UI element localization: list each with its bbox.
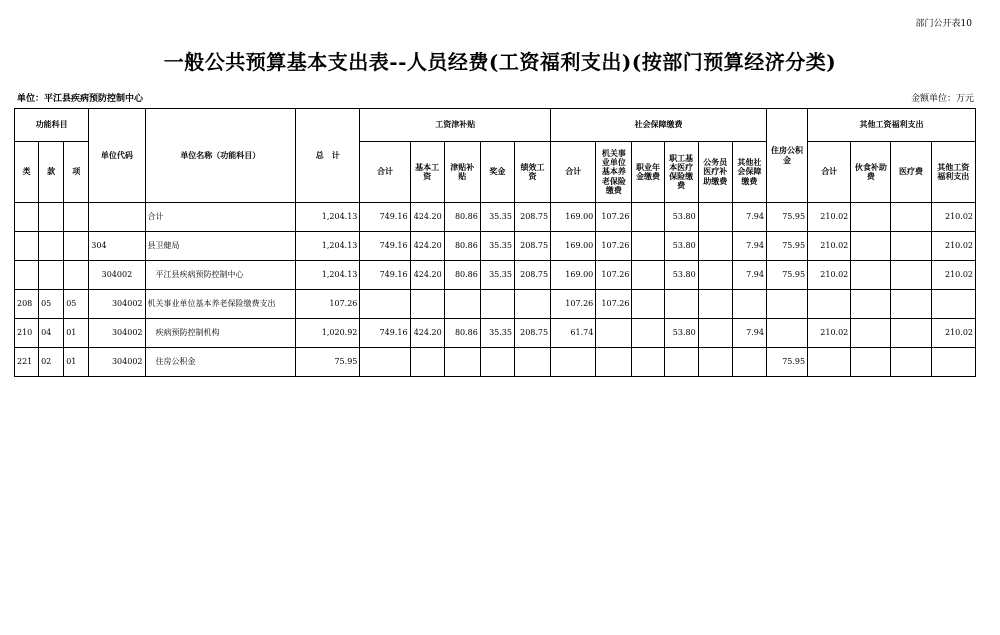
header-wage-col: 奖金 [480,142,514,203]
kuan-cell [39,203,64,232]
lei-cell [15,232,39,261]
xiang-cell: 05 [64,290,89,319]
lei-cell: 210 [15,319,39,348]
social-cell: 107.26 [596,261,632,290]
lei-cell [15,261,39,290]
housing-cell: 75.95 [766,232,807,261]
header-kuan: 款 [39,142,64,203]
social-cell [698,203,732,232]
other-cell [808,290,851,319]
table-number-label: 部门公开表10 [915,19,972,29]
wage-cell: 35.35 [480,319,514,348]
unit-code-cell: 304 [89,232,145,261]
unit-code-cell: 304002 [89,319,145,348]
social-cell [632,261,664,290]
social-cell [698,232,732,261]
other-cell [891,319,931,348]
header-total: 总 计 [296,109,360,203]
table-row [15,348,976,377]
social-cell: 53.80 [664,232,698,261]
unit-name-cell: 疾病预防控制机构 [145,319,296,348]
header-social-col: 职业年金缴费 [632,142,664,203]
wage-cell: 35.35 [480,232,514,261]
other-cell [931,290,975,319]
other-cell: 210.02 [808,232,851,261]
housing-cell: 75.95 [766,348,807,377]
other-cell [851,348,891,377]
kuan-cell [39,261,64,290]
xiang-cell: 01 [64,319,89,348]
wage-cell: 208.75 [514,232,550,261]
wage-cell [444,348,480,377]
wage-cell: 424.20 [410,261,444,290]
header-wage-group: 工资津补贴 [360,109,551,142]
kuan-cell: 04 [39,319,64,348]
header-lei: 类 [15,142,39,203]
header-wage-col: 绩效工资 [514,142,550,203]
other-cell: 210.02 [808,203,851,232]
social-cell [632,203,664,232]
social-cell [698,319,732,348]
social-cell [632,348,664,377]
wage-cell: 424.20 [410,319,444,348]
total-cell: 1,204.13 [296,203,360,232]
social-cell: 7.94 [732,203,766,232]
wage-cell [480,348,514,377]
social-cell: 53.80 [664,319,698,348]
wage-cell: 80.86 [444,203,480,232]
wage-cell: 749.16 [360,261,410,290]
housing-cell [766,319,807,348]
unit-name-cell: 机关事业单位基本养老保险缴费支出 [145,290,296,319]
table-row [15,319,976,348]
other-cell: 210.02 [931,261,975,290]
social-cell [632,319,664,348]
kuan-cell [39,232,64,261]
social-cell [732,348,766,377]
social-cell: 107.26 [596,203,632,232]
header-xiang: 项 [64,142,89,203]
social-cell [596,348,632,377]
social-cell: 107.26 [596,290,632,319]
xiang-cell: 01 [64,348,89,377]
header-other-col: 医疗费 [891,142,931,203]
wage-cell: 749.16 [360,203,410,232]
unit-name-cell: 合计 [145,203,296,232]
lei-cell: 208 [15,290,39,319]
social-cell [632,232,664,261]
social-cell: 7.94 [732,232,766,261]
header-function-subject: 功能科目 [15,109,89,142]
social-cell: 53.80 [664,261,698,290]
wage-cell: 749.16 [360,232,410,261]
other-cell [851,290,891,319]
other-cell: 210.02 [931,232,975,261]
other-cell [851,319,891,348]
lei-cell [15,203,39,232]
unit-code-cell: 304002 [89,290,145,319]
unit-label: 单位：平江县疾病预防控制中心 [17,94,144,104]
unit-code-cell: 304002 [89,261,145,290]
header-social-col: 其他社会保障缴费 [732,142,766,203]
unit-code-cell [89,203,145,232]
header-other-col: 伙食补助费 [851,142,891,203]
wage-cell [360,290,410,319]
xiang-cell [64,232,89,261]
header-social-col: 合计 [551,142,596,203]
xiang-cell [64,203,89,232]
housing-cell [766,290,807,319]
header-unit-code: 单位代码 [89,109,145,203]
other-cell [891,203,931,232]
wage-cell: 208.75 [514,319,550,348]
header-other-col: 其他工资福利支出 [931,142,975,203]
header-social-col: 公务员医疗补助缴费 [698,142,732,203]
unit-name-cell: 住房公积金 [145,348,296,377]
social-cell [596,319,632,348]
social-cell [732,290,766,319]
table-row [15,290,976,319]
header-wage-col: 津贴补贴 [444,142,480,203]
social-cell: 7.94 [732,319,766,348]
header-housing-fund: 住房公积金 [766,109,807,203]
unit-name-cell: 平江县疾病预防控制中心 [145,261,296,290]
lei-cell: 221 [15,348,39,377]
wage-cell [410,290,444,319]
unit-name-cell: 县卫健局 [145,232,296,261]
wage-cell: 80.86 [444,261,480,290]
other-cell: 210.02 [931,203,975,232]
social-cell [698,290,732,319]
budget-table [14,108,976,377]
total-cell: 107.26 [296,290,360,319]
wage-cell: 80.86 [444,319,480,348]
table-row [15,232,976,261]
housing-cell: 75.95 [766,203,807,232]
table-row [15,203,976,232]
other-cell [931,348,975,377]
housing-cell: 75.95 [766,261,807,290]
wage-cell: 208.75 [514,261,550,290]
social-cell: 169.00 [551,261,596,290]
wage-cell: 35.35 [480,203,514,232]
wage-cell: 35.35 [480,261,514,290]
table-row [15,261,976,290]
other-cell [891,232,931,261]
total-cell: 1,204.13 [296,232,360,261]
total-cell: 1,204.13 [296,261,360,290]
wage-cell [514,348,550,377]
wage-cell: 424.20 [410,203,444,232]
other-cell [851,203,891,232]
other-cell: 210.02 [808,261,851,290]
total-cell: 75.95 [296,348,360,377]
header-unit-name: 单位名称（功能科目） [145,109,296,203]
social-cell [698,348,732,377]
social-cell [632,290,664,319]
kuan-cell: 05 [39,290,64,319]
total-cell: 1,020.92 [296,319,360,348]
wage-cell [360,348,410,377]
other-cell [808,348,851,377]
wage-cell: 208.75 [514,203,550,232]
social-cell [551,348,596,377]
wage-cell [444,290,480,319]
social-cell: 107.26 [596,232,632,261]
page-title: 一般公共预算基本支出表--人员经费(工资福利支出)(按部门预算经济分类) [163,50,837,74]
header-social-group: 社会保障缴费 [551,109,767,142]
social-cell: 107.26 [551,290,596,319]
header-wage-col: 合计 [360,142,410,203]
wage-cell [514,290,550,319]
header-social-col: 职工基本医疗保险缴费 [664,142,698,203]
social-cell: 169.00 [551,232,596,261]
social-cell: 169.00 [551,203,596,232]
social-cell: 53.80 [664,203,698,232]
wage-cell: 749.16 [360,319,410,348]
other-cell [851,261,891,290]
header-social-col: 机关事业单位基本养老保险缴费 [596,142,632,203]
other-cell [851,232,891,261]
social-cell: 7.94 [732,261,766,290]
other-cell [891,348,931,377]
other-cell [891,261,931,290]
kuan-cell: 02 [39,348,64,377]
other-cell: 210.02 [931,319,975,348]
amount-unit-label: 金额单位：万元 [910,94,974,104]
wage-cell: 80.86 [444,232,480,261]
xiang-cell [64,261,89,290]
wage-cell [480,290,514,319]
unit-code-cell: 304002 [89,348,145,377]
social-cell: 61.74 [551,319,596,348]
other-cell: 210.02 [808,319,851,348]
header-other-col: 合计 [808,142,851,203]
header-wage-col: 基本工资 [410,142,444,203]
header-other-group: 其他工资福利支出 [808,109,976,142]
social-cell [698,261,732,290]
wage-cell [410,348,444,377]
wage-cell: 424.20 [410,232,444,261]
social-cell [664,290,698,319]
social-cell [664,348,698,377]
other-cell [891,290,931,319]
